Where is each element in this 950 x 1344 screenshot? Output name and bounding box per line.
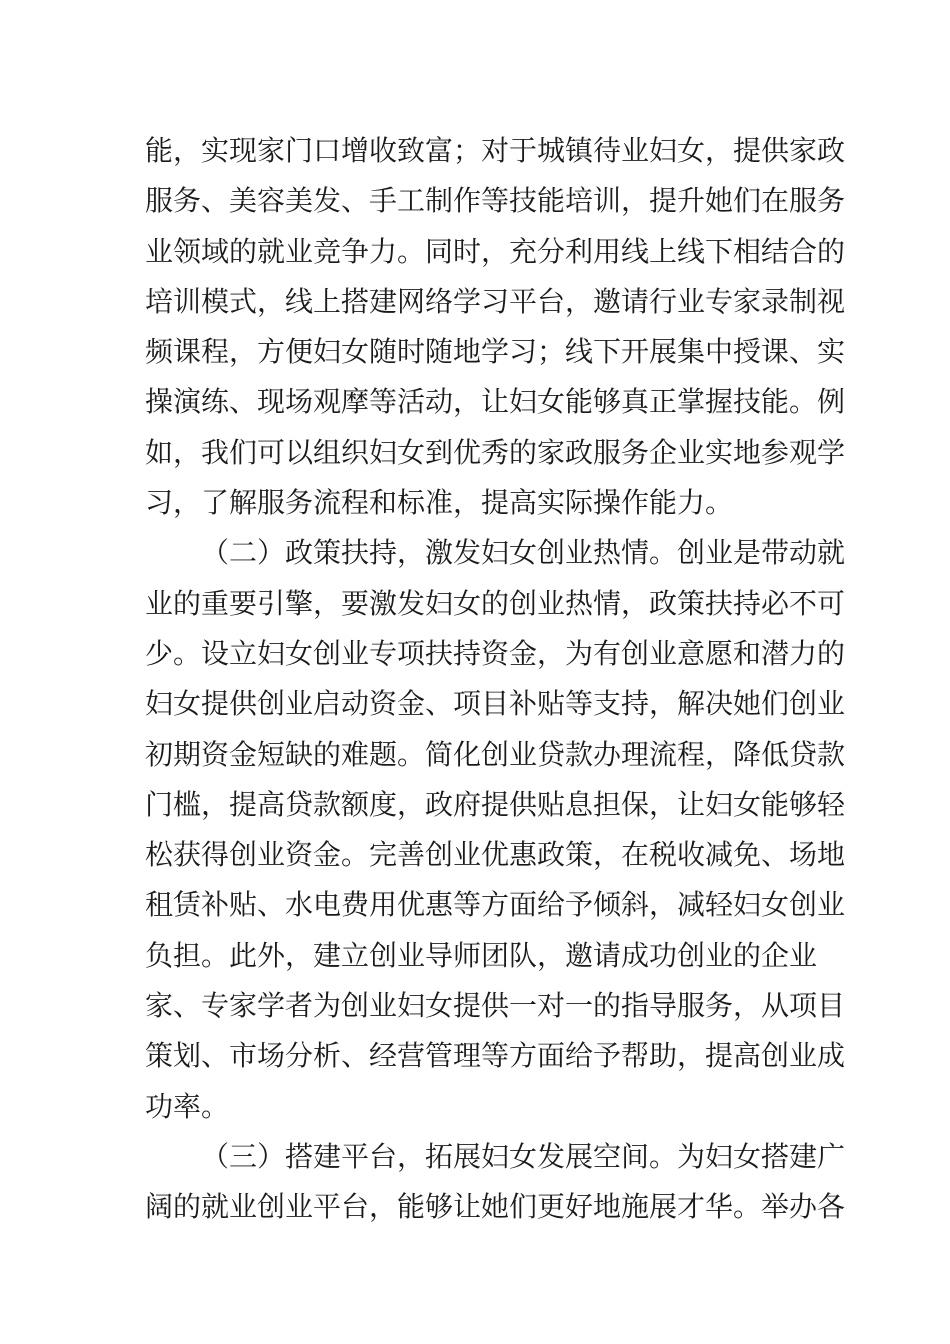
text-line: 培训模式，线上搭建网络学习平台，邀请行业专家录制视	[145, 284, 846, 318]
text-line: 功率。	[145, 1089, 230, 1123]
paragraph-start-line: （三）搭建平台，拓展妇女发展空间。为妇女搭建广	[201, 1139, 846, 1173]
text-line: 业的重要引擎，要激发妇女的创业热情，政策扶持必不可	[145, 586, 846, 620]
text-line: 门槛，提高贷款额度，政府提供贴息担保，让妇女能够轻	[145, 787, 846, 821]
text-line: 习，了解服务流程和标准，提高实际操作能力。	[145, 486, 734, 520]
text-line: 频课程，方便妇女随时随地学习；线下开展集中授课、实	[145, 335, 846, 369]
text-line: 如，我们可以组织妇女到优秀的家政服务企业实地参观学	[145, 435, 846, 469]
text-line: 负担。此外，建立创业导师团队，邀请成功创业的企业	[145, 938, 818, 972]
body-text	[145, 126, 846, 1233]
text-line: 能，实现家门口增收致富；对于城镇待业妇女，提供家政	[145, 134, 846, 167]
text-line: 操演练、现场观摩等活动，让妇女能够真正掌握技能。例	[145, 385, 846, 419]
text-line: 初期资金短缺的难题。简化创业贷款办理流程，降低贷款	[145, 737, 846, 771]
text-line: 租赁补贴、水电费用优惠等方面给予倾斜，减轻妇女创业	[145, 888, 846, 922]
text-line: 妇女提供创业启动资金、项目补贴等支持，解决她们创业	[145, 687, 846, 721]
text-line: 阔的就业创业平台，能够让她们更好地施展才华。举办各	[145, 1190, 846, 1224]
text-line: 策划、市场分析、经营管理等方面给予帮助，提高创业成	[145, 1039, 846, 1073]
paragraph-start-line: （二）政策扶持，激发妇女创业热情。创业是带动就	[201, 536, 846, 570]
text-line: 松获得创业资金。完善创业优惠政策，在税收减免、场地	[145, 838, 846, 872]
text-line: 少。设立妇女创业专项扶持资金，为有创业意愿和潜力的	[145, 636, 846, 670]
text-line: 服务、美容美发、手工制作等技能培训，提升她们在服务	[145, 184, 846, 218]
text-line: 家、专家学者为创业妇女提供一对一的指导服务，从项目	[145, 989, 846, 1023]
text-line: 业领域的就业竞争力。同时，充分利用线上线下相结合的	[145, 234, 846, 268]
